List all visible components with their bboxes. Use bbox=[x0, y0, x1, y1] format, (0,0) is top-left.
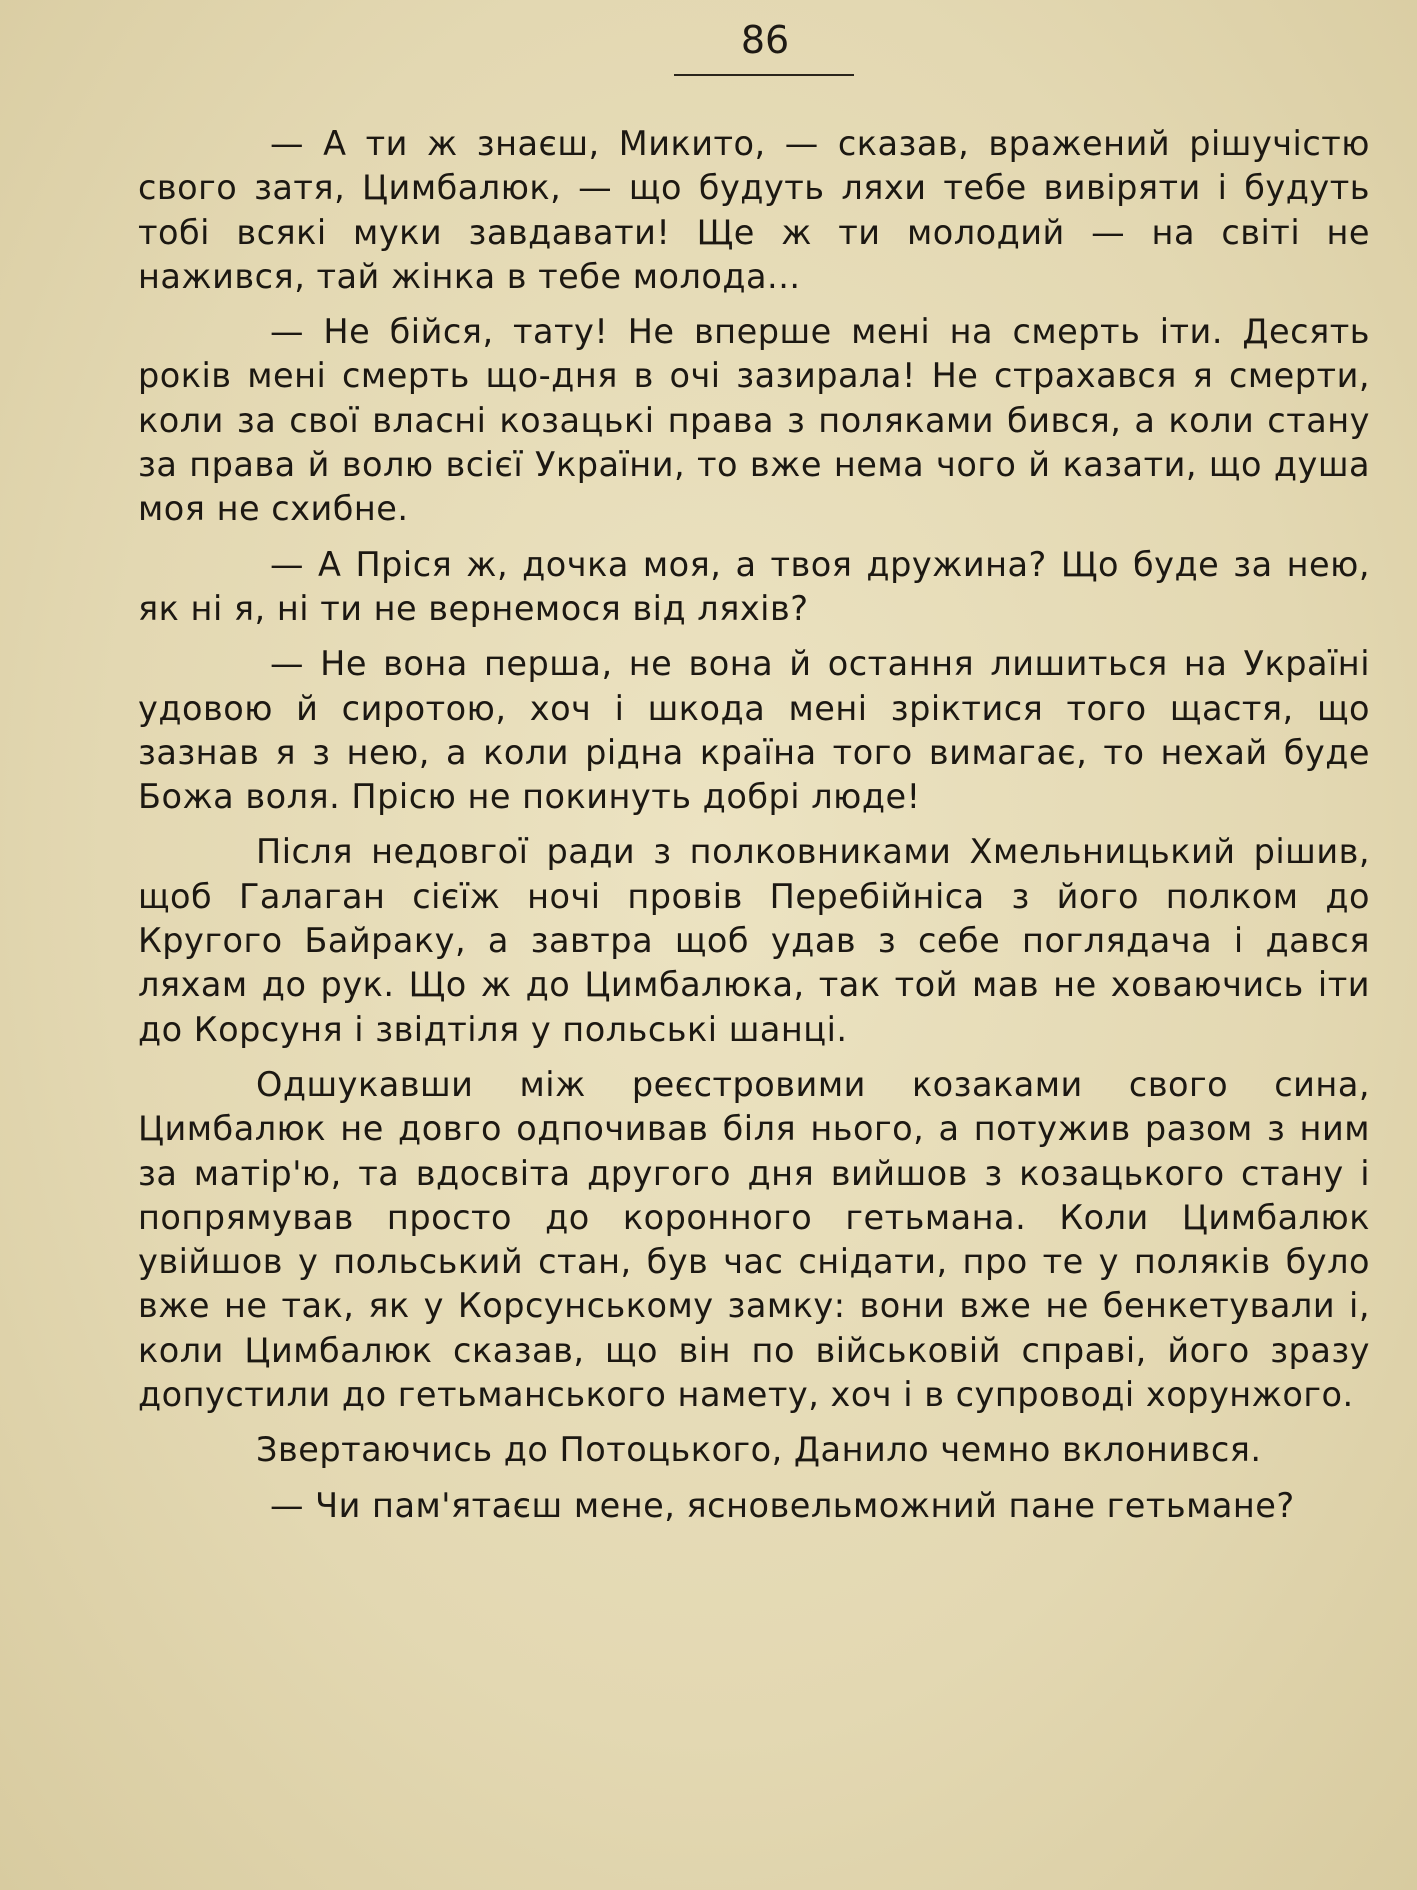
paragraph: Після недовгої ради з полковниками Хмельницький рішив, щоб Галаган сієїж ночі провів Перебійніса з його полком до Кругого Байраку, а завтра щоб удав з себе поглядача і дався ляхам до рук. Що ж до Цимбалюка, так той мав не ховаючись іти до Корсуня і звідтіля у польські шанці. bbox=[138, 832, 1370, 1049]
paragraph: Одшукавши між реєстровими козаками свого сина, Цимбалюк не довго одпочивав біля нього, а потужив разом з ним за матір'ю, та вдосвіта другого дня вийшов з козацького стану і попрямував просто до коронного гетьмана. Коли Цимбалюк увійшов у польський стан, був час снідати, про те у поляків було вже не так, як у Корсунському замку: вони вже не бенкетували і, коли Цимбалюк сказав, що він по військовій справі, його зразу допустили до гетьманського намету, хоч і в супроводі хорунжого. bbox=[138, 1064, 1370, 1415]
paragraph: Звертаючись до Потоцького, Данило чемно вклонився. bbox=[256, 1430, 1262, 1470]
page-number: 86 bbox=[740, 18, 790, 62]
paragraph: — Чи пам'ятаєш мене, ясновельможний пане гетьмане? bbox=[270, 1485, 1295, 1525]
paragraph: — Не вона перша, не вона й остання лишиться на Україні удовою й сиротою, хоч і шкода мені зріктися того щастя, що зазнав я з нею, а коли рідна країна того вимагає, то нехай буде Божа воля. Прісю не покинуть добрі люде! bbox=[138, 644, 1370, 817]
body-text bbox=[138, 122, 1370, 1528]
paragraph: — Не бійся, тату! Не вперше мені на смерть іти. Десять років мені смерть що-дня в очі зазирала! Не страхався я смерти, коли за свої власні козацькі права з поляками бився, а коли стану за права й волю всієї України, то вже нема чого й казати, що душа моя не схибне. bbox=[138, 312, 1370, 529]
paragraph: — А Пріся ж, дочка моя, а твоя дружина? Що буде за нею, як ні я, ні ти не вернемося від ляхів? bbox=[138, 544, 1370, 628]
page-number-rule bbox=[674, 74, 854, 76]
paragraph: — А ти ж знаєш, Микито, — сказав, вражений рішучістю свого затя, Цимбалюк, — що будуть ляхи тебе вивіряти і будуть тобі всякі муки завдавати! Ще ж ти молодий — на світі не нажився, тай жінка в тебе молода... bbox=[138, 124, 1370, 296]
